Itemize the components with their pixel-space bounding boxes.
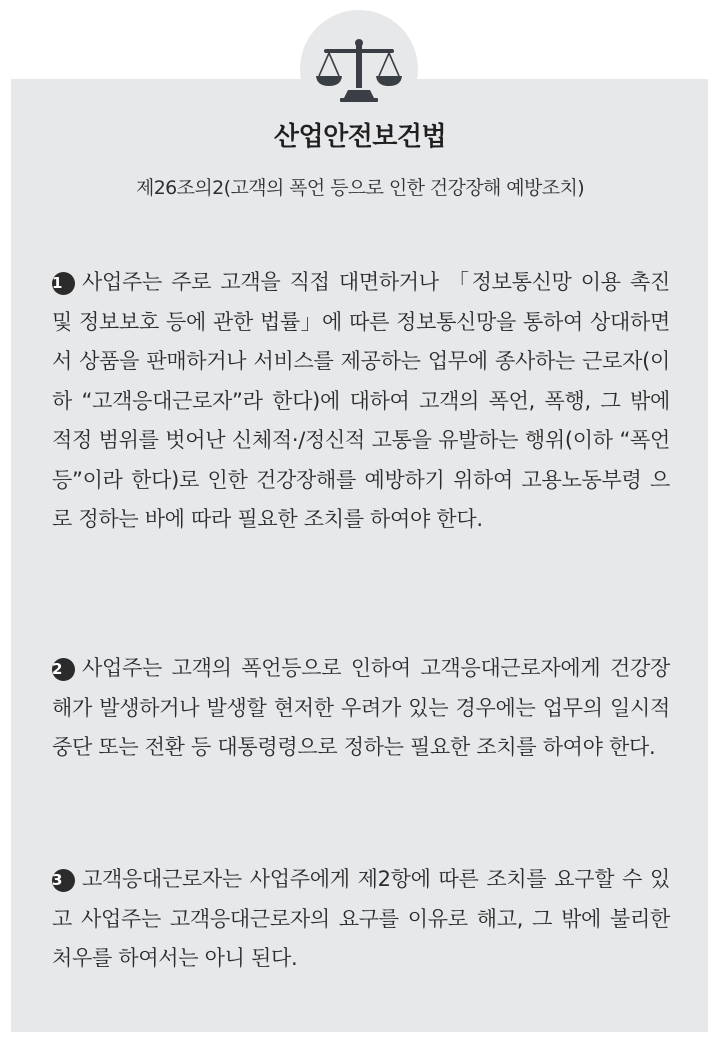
clause-paragraph-2 (52, 649, 670, 768)
clause-text: 사업주는 고객의 폭언등으로 인하여 고객응대근로자에게 건강장해가 발생하거나 발생할 현저한 우려가 있는 경우에는 업무의 일시적 중단 또는 전환 등 대통령령으로 정하는 필요한 조치를 하여야 한다. (52, 656, 670, 759)
clause-text: 고객응대근로자는 사업주에게 제2항에 따른 조치를 요구할 수 있고 사업주는 고객응대근로자의 요구를 이유로 해고, 그 밖에 불리한 처우를 하여서는 아니 된다. (52, 867, 670, 970)
clause-number-badge: 2 (52, 658, 75, 681)
clause-paragraph-3 (52, 860, 670, 979)
clause-number-badge: 3 (52, 869, 75, 892)
clause-paragraph-1 (52, 263, 670, 540)
clause-text: 사업주는 주로 고객을 직접 대면하거나 「정보통신망 이용 촉진 및 정보보호 등에 관한 법률」에 따른 정보통신망을 통하여 상대하면서 상품을 판매하거나 서비스를 제공하는 업무에 종사하는 근로자(이하 “고객응대근로자”라 한다)에 대하여 고객의 폭언, 폭행, 그 밖에 적정 범위를 벗어난 신체적·/정신적 고통을 유발하는 행위(이하 “폭언 등”이라 한다)로 인한 건강장해를 예방하기 위하여 고용노동부령 으로 정하는 바에 따라 필요한 조치를 하여야 한다. (52, 270, 670, 531)
article-subtitle: 제26조의2(고객의 폭언 등으로 인한 건강장해 예방조치) (135, 177, 585, 199)
clause-number-badge: 1 (52, 272, 75, 295)
law-title: 산업안전보건법 (273, 122, 447, 152)
scales-of-justice-icon (300, 10, 418, 128)
emblem-badge (300, 10, 418, 128)
